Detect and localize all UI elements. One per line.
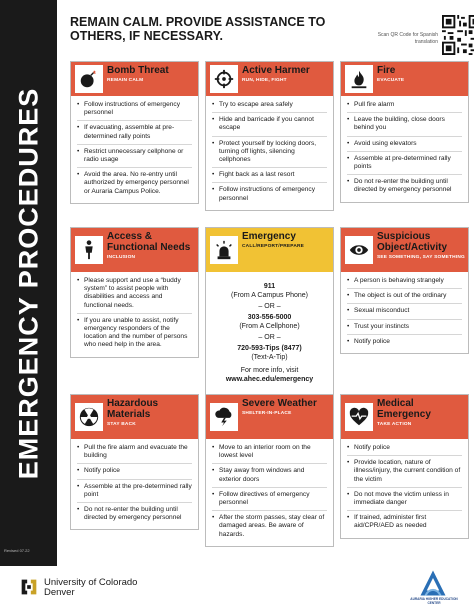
list-item: • Sexual misconduct	[347, 307, 462, 319]
page-headline: REMAIN CALM. PROVIDE ASSISTANCE TO OTHERS, IF NECESSARY.	[70, 15, 326, 43]
alarm-light-icon	[213, 239, 235, 261]
list-item: • Avoid using elevators	[347, 140, 462, 152]
card-medical-emergency	[340, 394, 469, 539]
list-item: • Do not re-enter the building until directed by emergency personnel	[77, 506, 192, 525]
list-item: • Do not move the victim unless in immediate danger	[347, 491, 462, 511]
card-severe-weather	[205, 394, 334, 547]
card-suspicious	[340, 227, 469, 354]
list-item: • Notify police	[77, 467, 192, 479]
card-access-functional-needs	[70, 227, 199, 358]
card-title: Emergency	[242, 231, 296, 242]
card-subtitle: INCLUSION	[107, 255, 136, 260]
list-item: • Stay away from windows and exterior doors	[212, 467, 327, 487]
person-icon	[78, 239, 100, 261]
list-item: • Follow instructions of emergency personnel	[77, 101, 192, 121]
card-title: Suspicious Object/Activity	[377, 231, 448, 253]
list-item: • If you are unable to assist, notify emergency responders of the location and the number of persons who need help in the area.	[77, 317, 192, 353]
card-title: Fire	[377, 65, 396, 76]
list-item: • The object is out of the ordinary	[347, 292, 462, 304]
list-item: • Follow directives of emergency personnel	[212, 491, 327, 511]
emergency-number[interactable]: 911	[263, 283, 276, 290]
list-item: • Protect yourself by locking doors, turning off lights, silencing cellphones	[212, 140, 327, 169]
police-note: (From A Cellphone)	[239, 323, 300, 330]
storm-icon	[213, 406, 235, 428]
card-bomb-threat	[70, 61, 199, 204]
fire-icon	[348, 68, 370, 90]
list-item: • Assemble at the pre-determined rally point	[77, 483, 192, 503]
list-item: • Provide location, nature of illness/injury, the current condition of the victim	[347, 459, 462, 488]
tips-note: (Text-A-Tip)	[251, 354, 288, 361]
card-title: Severe Weather	[242, 398, 317, 409]
list-item: • Please support and use a “buddy system” to assist people with disabilities and access and functional needs.	[77, 277, 192, 314]
list-item: • Trust your instincts	[347, 323, 462, 335]
list-item: • Fight back as a last resort	[212, 171, 327, 183]
list-item: • Assemble at pre-determined rally points	[347, 155, 462, 175]
list-item: • After the storm passes, stay clear of damaged areas. Be aware of hazards.	[212, 514, 327, 542]
list-item: • Notify police	[347, 338, 462, 349]
list-item: • Restrict unnecessary cellphone or radio usage	[77, 148, 192, 168]
list-item: • Hide and barricade if you cannot escape	[212, 116, 327, 136]
card-subtitle: TAKE ACTION	[377, 422, 412, 427]
eye-icon	[348, 239, 370, 261]
bomb-icon	[78, 68, 100, 90]
footer	[0, 566, 474, 613]
or-divider: – OR –	[258, 334, 281, 341]
card-title: Active Harmer	[242, 65, 310, 76]
university-name: University of Colorado	[44, 577, 138, 588]
crosshair-icon	[213, 68, 235, 90]
revised-date: Revised 07.22	[4, 548, 30, 553]
qr-note: Scan QR Code for Spanish translation	[377, 32, 438, 45]
list-item: • Pull the fire alarm and evacuate the building	[77, 444, 192, 464]
sidebar	[0, 0, 57, 566]
police-number[interactable]: 303-556-5000	[247, 314, 292, 321]
card-subtitle: RUN, HIDE, FIGHT	[242, 78, 287, 83]
card-subtitle: EVACUATE	[377, 78, 405, 83]
university-logo-icon	[18, 576, 40, 598]
list-item: • Avoid the area. No re-entry until authorized by emergency personnel or Auraria Campus Police.	[77, 171, 192, 199]
header	[70, 15, 460, 57]
radiation-icon	[78, 406, 100, 428]
card-subtitle: CALL/REPORT/PREPARE	[242, 244, 305, 249]
card-subtitle: SEE SOMETHING, SAY SOMETHING	[377, 255, 465, 260]
list-item: • If evacuating, assemble at pre-determined rally points	[77, 124, 192, 144]
heartbeat-icon	[348, 406, 370, 428]
card-title: Bomb Threat	[107, 65, 169, 76]
card-active-harmer	[205, 61, 334, 211]
list-item: • Leave the building, close doors behind you	[347, 116, 462, 136]
university-campus: Denver	[44, 587, 75, 598]
qr-code-icon[interactable]	[442, 15, 474, 55]
list-item: • Do not re-enter the building until directed by emergency personnel	[347, 178, 462, 197]
sidebar-title: EMERGENCY PROCEDURES	[13, 87, 44, 479]
card-hazardous-materials	[70, 394, 199, 530]
list-item: • Pull fire alarm	[347, 101, 462, 113]
list-item: • Follow instructions of emergency personnel	[212, 186, 327, 205]
ahec-name: AURARIA HIGHER EDUCATION CENTER	[410, 597, 458, 605]
card-subtitle: STAY BACK	[107, 422, 136, 427]
list-item: • If trained, administer first aid/CPR/AED as needed	[347, 514, 462, 533]
list-item: • Move to an interior room on the lowest level	[212, 444, 327, 464]
list-item: • Notify police	[347, 444, 462, 456]
list-item: • Try to escape area safely	[212, 101, 327, 113]
emergency-note: (From A Campus Phone)	[230, 292, 309, 299]
emergency-link[interactable]: www.ahec.edu/emergency	[225, 376, 314, 383]
more-info-label: For more info, visit	[240, 367, 299, 374]
card-title: Hazardous Materials	[107, 398, 159, 420]
card-subtitle: SHELTER-IN-PLACE	[242, 411, 292, 416]
card-fire	[340, 61, 469, 203]
card-subtitle: REMAIN CALM	[107, 78, 144, 83]
card-title: Medical Emergency	[377, 398, 431, 420]
or-divider: – OR –	[258, 303, 281, 310]
list-item: • A person is behaving strangely	[347, 277, 462, 289]
ahec-logo-icon	[418, 568, 448, 598]
card-emergency	[205, 227, 334, 395]
card-title: Access & Functional Needs	[107, 231, 191, 253]
tips-number[interactable]: 720-593-Tips (8477)	[237, 345, 302, 352]
